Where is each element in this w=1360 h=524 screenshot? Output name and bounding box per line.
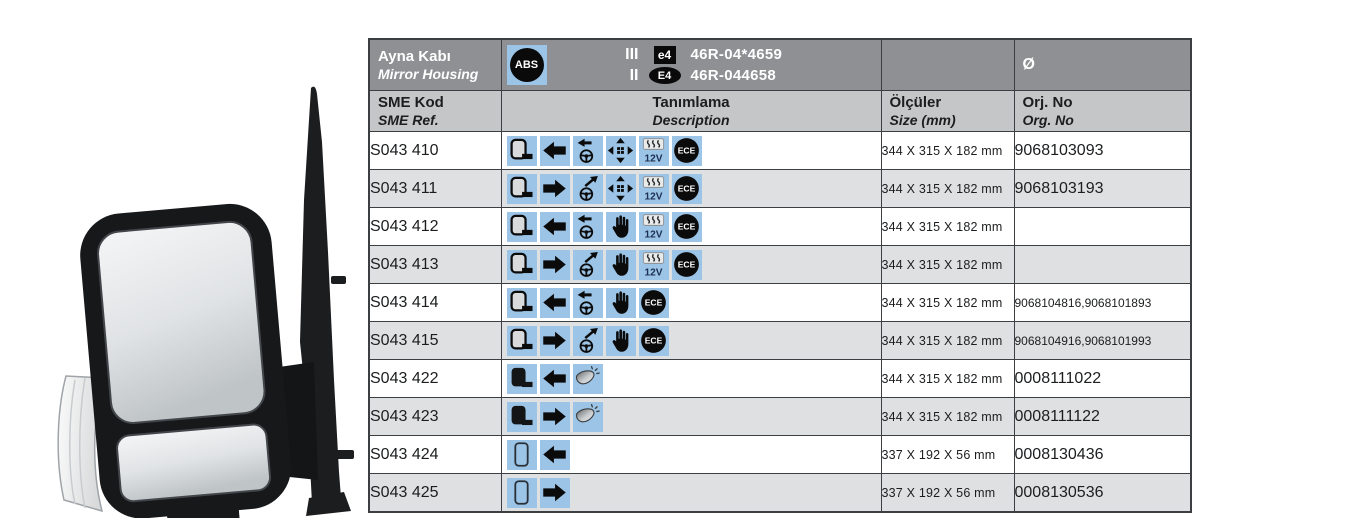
glass-icon [507,440,537,470]
diameter-header-cell [1014,39,1191,91]
heated-12v-icon [639,250,669,280]
svg-text:12V: 12V [644,229,663,240]
e4-badge: e4 [654,46,676,64]
abs-badge-label: ABS [510,48,544,82]
heated-12v-icon [639,212,669,242]
description-icons-cell [501,132,881,170]
table-row [369,360,1191,398]
steer-right-icon [573,326,603,356]
org-number: 9068104916,9068101993 [1014,322,1191,360]
org-number: 0008130436 [1014,436,1191,474]
svg-text:12V: 12V [644,191,663,202]
lamp-icon [573,402,603,432]
housing-icon [507,136,537,166]
col-org-en: Org. No [1022,111,1074,128]
arrow-left-icon [540,136,570,166]
size-value: 344 X 315 X 182 mm [881,208,1014,246]
ece-icon [672,136,702,166]
org-number: 0008111022 [1014,360,1191,398]
steer-left-icon [573,288,603,318]
empty-header-cell [881,39,1014,91]
col-desc-tr: Tanımlama [652,93,730,111]
org-number: 9068103193 [1014,170,1191,208]
approval-tier: III [625,45,639,63]
description-icons-cell [501,436,881,474]
table-row [369,284,1191,322]
size-value: 344 X 315 X 182 mm [881,360,1014,398]
org-number: 9068104816,9068101893 [1014,284,1191,322]
certification-cell [501,39,881,91]
description-icons-cell [501,284,881,322]
housing-icon [507,174,537,204]
electric-icon [606,136,636,166]
approval-numbers [547,46,881,85]
sme-code: S043 414 [369,284,501,322]
arrow-right-icon [540,478,570,508]
manual-icon [606,326,636,356]
sme-code: S043 412 [369,208,501,246]
mirror-illustration [28,80,363,518]
arrow-left-icon [540,288,570,318]
svg-text:ECE: ECE [644,297,663,308]
housing-dark-icon [507,364,537,394]
arrow-right-icon [540,402,570,432]
housing-dark-icon [507,402,537,432]
size-value: 344 X 315 X 182 mm [881,322,1014,360]
description-icons-cell [501,474,881,513]
E4-badge: E4 [649,67,681,84]
sme-code: S043 415 [369,322,501,360]
arrow-left-icon [540,440,570,470]
electric-icon [606,174,636,204]
size-value: 344 X 315 X 182 mm [881,170,1014,208]
size-value: 337 X 192 X 56 mm [881,474,1014,513]
ece-icon [672,212,702,242]
col-header-code [369,91,501,132]
size-value: 337 X 192 X 56 mm [881,436,1014,474]
approval-line [609,46,819,64]
org-number: 9068103093 [1014,132,1191,170]
org-number: 0008130536 [1014,474,1191,513]
manual-icon [606,288,636,318]
arrow-left-icon [540,364,570,394]
svg-text:ECE: ECE [677,221,696,232]
sme-code: S043 424 [369,436,501,474]
col-org-tr: Orj. No [1022,93,1073,111]
diameter-symbol: Ø [1022,56,1035,73]
steer-left-icon [573,136,603,166]
title-english: Mirror Housing [378,65,479,82]
svg-text:ECE: ECE [677,183,696,194]
steer-left-icon [573,212,603,242]
glass-icon [507,478,537,508]
org-number [1014,208,1191,246]
size-value: 344 X 315 X 182 mm [881,284,1014,322]
size-value: 344 X 315 X 182 mm [881,246,1014,284]
table-title-cell [369,39,501,91]
description-icons-cell [501,246,881,284]
table-row [369,246,1191,284]
svg-text:12V: 12V [644,267,663,278]
ece-icon [639,326,669,356]
description-icons-cell [501,360,881,398]
approval-line [609,67,819,85]
ece-icon [672,174,702,204]
table-row [369,208,1191,246]
product-photo [28,80,363,518]
sme-code: S043 423 [369,398,501,436]
size-value: 344 X 315 X 182 mm [881,132,1014,170]
svg-text:ECE: ECE [677,145,696,156]
col-size-en: Size (mm) [889,111,956,128]
heated-12v-icon [639,174,669,204]
sme-code: S043 410 [369,132,501,170]
housing-icon [507,250,537,280]
arrow-right-icon [540,250,570,280]
approval-number: 46R-04*4659 [690,46,783,63]
svg-text:ECE: ECE [644,335,663,346]
table-row [369,474,1191,513]
steer-right-icon [573,174,603,204]
org-number: 0008111122 [1014,398,1191,436]
org-number [1014,246,1191,284]
description-icons-cell [501,208,881,246]
steer-right-icon [573,250,603,280]
col-code-tr: SME Kod [378,93,444,111]
sme-code: S043 425 [369,474,501,513]
lamp-icon [573,364,603,394]
svg-text:ECE: ECE [677,259,696,270]
sme-code: S043 411 [369,170,501,208]
table-header-row-2 [369,91,1191,132]
sme-code: S043 413 [369,246,501,284]
manual-icon [606,212,636,242]
parts-table [368,38,1192,513]
col-desc-en: Description [652,111,730,128]
sme-code: S043 422 [369,360,501,398]
ece-icon [672,250,702,280]
arrow-right-icon [540,174,570,204]
col-code-en: SME Ref. [378,111,439,128]
col-size-tr: Ölçüler [889,93,942,111]
svg-text:12V: 12V [644,153,663,164]
table-row [369,322,1191,360]
abs-badge [507,45,547,85]
manual-icon [606,250,636,280]
ece-icon [639,288,669,318]
description-icons-cell [501,322,881,360]
table-row [369,132,1191,170]
housing-icon [507,288,537,318]
col-header-size [881,91,1014,132]
col-header-description [501,91,881,132]
heated-12v-icon [639,136,669,166]
approval-tier: II [629,66,639,84]
size-value: 344 X 315 X 182 mm [881,398,1014,436]
table-row [369,170,1191,208]
table-header-row-1 [369,39,1191,91]
housing-icon [507,326,537,356]
approval-number: 46R-044658 [690,67,777,84]
housing-icon [507,212,537,242]
arrow-right-icon [540,326,570,356]
arrow-left-icon [540,212,570,242]
title-turkish: Ayna Kabı [378,47,451,65]
description-icons-cell [501,170,881,208]
table-row [369,436,1191,474]
col-header-org [1014,91,1191,132]
description-icons-cell [501,398,881,436]
table-row [369,398,1191,436]
